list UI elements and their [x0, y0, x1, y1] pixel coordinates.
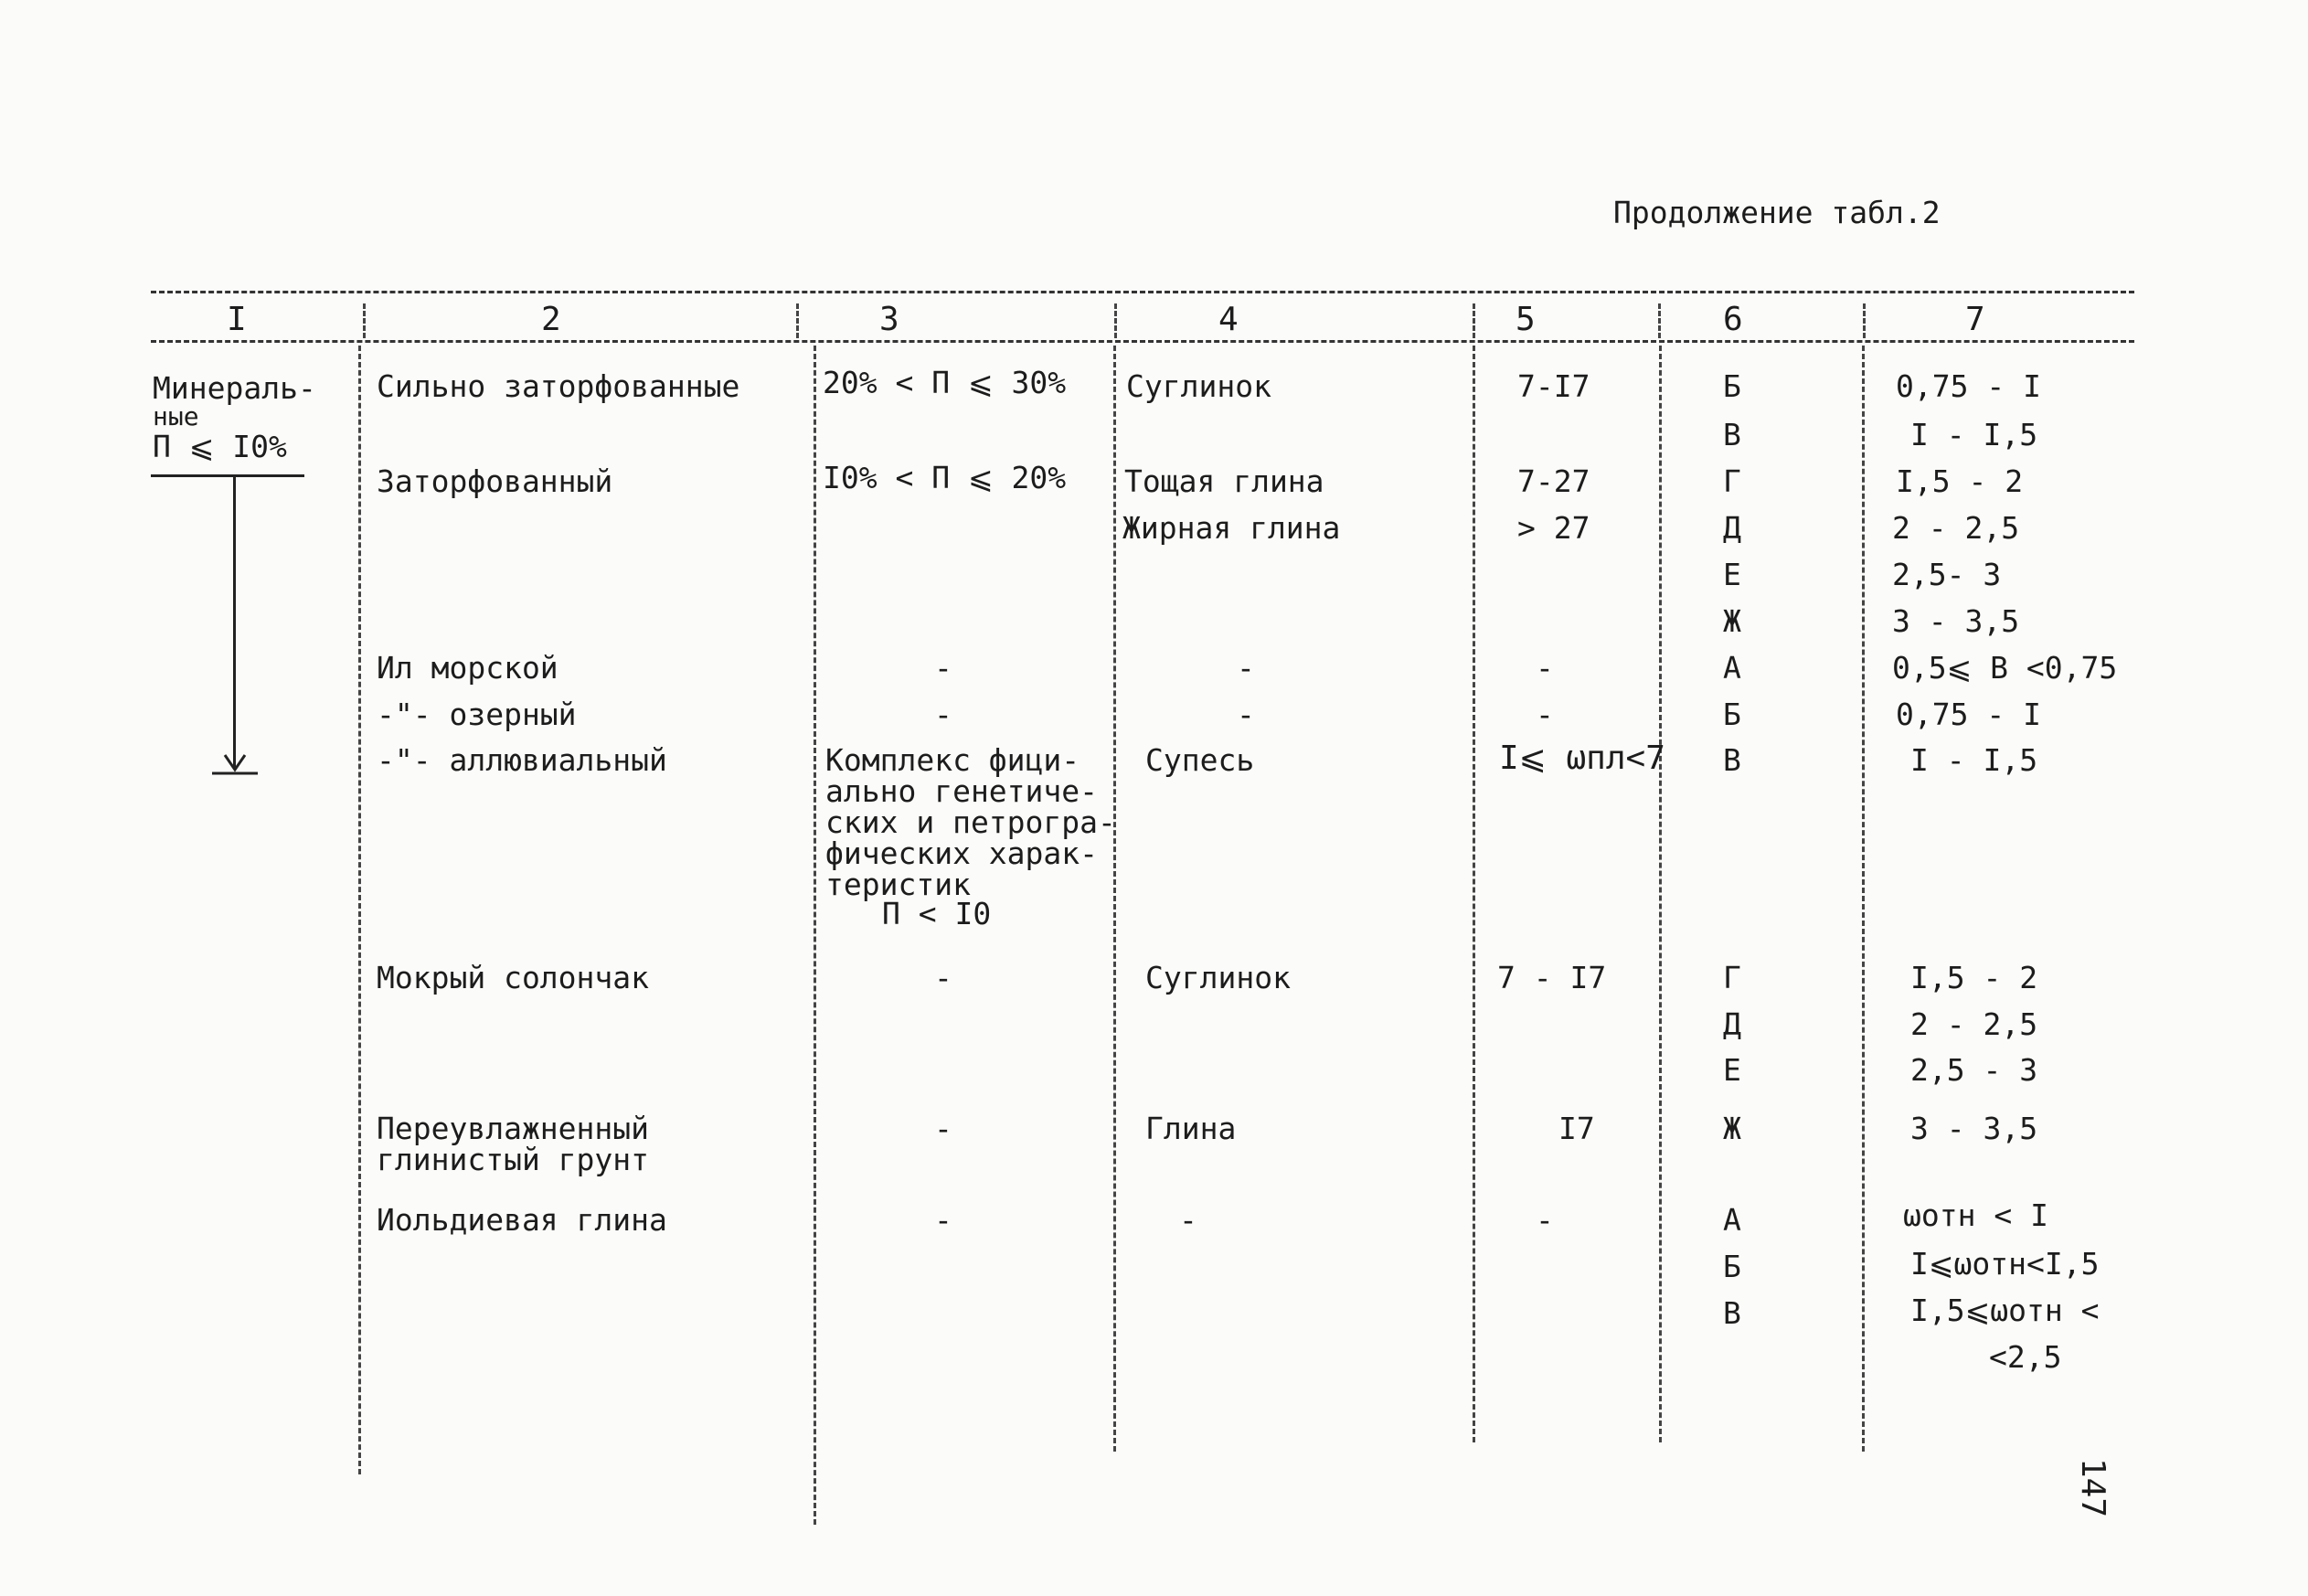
r1-range: 0,75 - I [1896, 368, 2041, 404]
r9-condition: Комплекс фици- ально генетиче- ских и петрогра- фических харак- теристик [825, 742, 1116, 902]
r1-condition: 20% < П ⩽ 30% [823, 365, 1067, 400]
r2-category: В [1723, 417, 1741, 452]
r11-range: 2 - 2,5 [1910, 1006, 2038, 1042]
r7-soil-kind: - [1237, 650, 1255, 686]
header-col-6: 6 [1723, 301, 1743, 338]
r16-range: I,5⩽ωотн < [1910, 1293, 2100, 1328]
r8-range: 0,75 - I [1896, 697, 2041, 732]
r8-category: Б [1723, 697, 1741, 732]
r9-plasticity: I⩽ ωпл<7 [1499, 739, 1665, 777]
r5-range: 2,5- 3 [1892, 557, 2002, 592]
r14-range: ωотн < I [1903, 1197, 2048, 1233]
col1-label-condition: П ⩽ I0% [153, 429, 287, 464]
r5-category: Е [1723, 557, 1741, 592]
r6-range: 3 - 3,5 [1892, 603, 2020, 639]
r10-soil-type: Мокрый солончак [377, 960, 650, 995]
r3-soil-type: Заторфованный [377, 463, 613, 499]
r10-category: Г [1723, 960, 1741, 995]
r2-range: I - I,5 [1910, 417, 2038, 452]
col1-label-line1: Минераль- [153, 370, 316, 406]
r8-plasticity: - [1536, 697, 1554, 732]
r4-plasticity: > 27 [1517, 510, 1590, 546]
r10-soil-kind: Суглинок [1145, 960, 1291, 995]
header-col-5: 5 [1516, 301, 1536, 338]
col1-label-line2: ные [153, 401, 199, 431]
r15-range: I⩽ωотн<I,5 [1910, 1246, 2100, 1282]
r7-condition: - [934, 650, 952, 686]
r9-category: В [1723, 742, 1741, 778]
r6-category: Ж [1723, 603, 1741, 639]
r1-plasticity: 7-I7 [1517, 368, 1590, 404]
r14-soil-kind: - [1179, 1202, 1197, 1238]
header-col-3: 3 [879, 301, 899, 338]
r4-range: 2 - 2,5 [1892, 510, 2020, 546]
r12-category: Е [1723, 1052, 1741, 1088]
header-col-4: 4 [1218, 301, 1239, 338]
r9-soil-type: -"- аллювиальный [377, 742, 667, 778]
header-col-1: I [227, 301, 247, 338]
r16-range-continued: <2,5 [1989, 1339, 2062, 1375]
r16-category: В [1723, 1295, 1741, 1331]
r3-plasticity: 7-27 [1517, 463, 1590, 499]
r13-range: 3 - 3,5 [1910, 1111, 2038, 1146]
r9-range: I - I,5 [1910, 742, 2038, 778]
r13-soil-type: Переувлажненный глинистый грунт [377, 1111, 650, 1177]
r7-plasticity: - [1536, 650, 1554, 686]
r12-range: 2,5 - 3 [1910, 1052, 2038, 1088]
r7-category: А [1723, 650, 1741, 686]
r11-category: Д [1723, 1006, 1741, 1042]
r13-condition: - [934, 1111, 952, 1146]
page-number: 147 [2074, 1458, 2111, 1518]
r15-category: Б [1723, 1249, 1741, 1284]
r14-category: А [1723, 1202, 1741, 1238]
r13-category: Ж [1723, 1111, 1741, 1146]
table-continuation-caption: Продолжение табл.2 [1613, 195, 1941, 230]
r8-soil-kind: - [1237, 697, 1255, 732]
r3-soil-kind: Тощая глина [1124, 463, 1324, 499]
r9-soil-kind: Супесь [1145, 742, 1255, 778]
r8-soil-type: -"- озерный [377, 697, 577, 732]
header-col-7: 7 [1965, 301, 1985, 338]
r1-soil-type: Сильно заторфованные [377, 368, 740, 404]
header-col-2: 2 [541, 301, 561, 338]
r7-range: 0,5⩽ В <0,75 [1892, 650, 2118, 686]
r14-plasticity: - [1536, 1202, 1554, 1238]
r14-soil-type: Иольдиевая глина [377, 1202, 667, 1238]
r4-category: Д [1723, 510, 1741, 546]
r13-plasticity: I7 [1558, 1111, 1595, 1146]
r1-category: Б [1723, 368, 1741, 404]
r9-condition-limit: П < I0 [882, 896, 992, 931]
r3-condition: I0% < П ⩽ 20% [823, 460, 1067, 495]
r7-soil-type: Ил морской [377, 650, 558, 686]
r13-soil-kind: Глина [1145, 1111, 1237, 1146]
r1-soil-kind: Суглинок [1126, 368, 1271, 404]
r10-condition: - [934, 960, 952, 995]
r3-range: I,5 - 2 [1896, 463, 2024, 499]
r10-plasticity: 7 - I7 [1497, 960, 1607, 995]
r10-range: I,5 - 2 [1910, 960, 2038, 995]
r3-category: Г [1723, 463, 1741, 499]
r14-condition: - [934, 1202, 952, 1238]
r8-condition: - [934, 697, 952, 732]
r4-soil-kind: Жирная глина [1122, 510, 1341, 546]
